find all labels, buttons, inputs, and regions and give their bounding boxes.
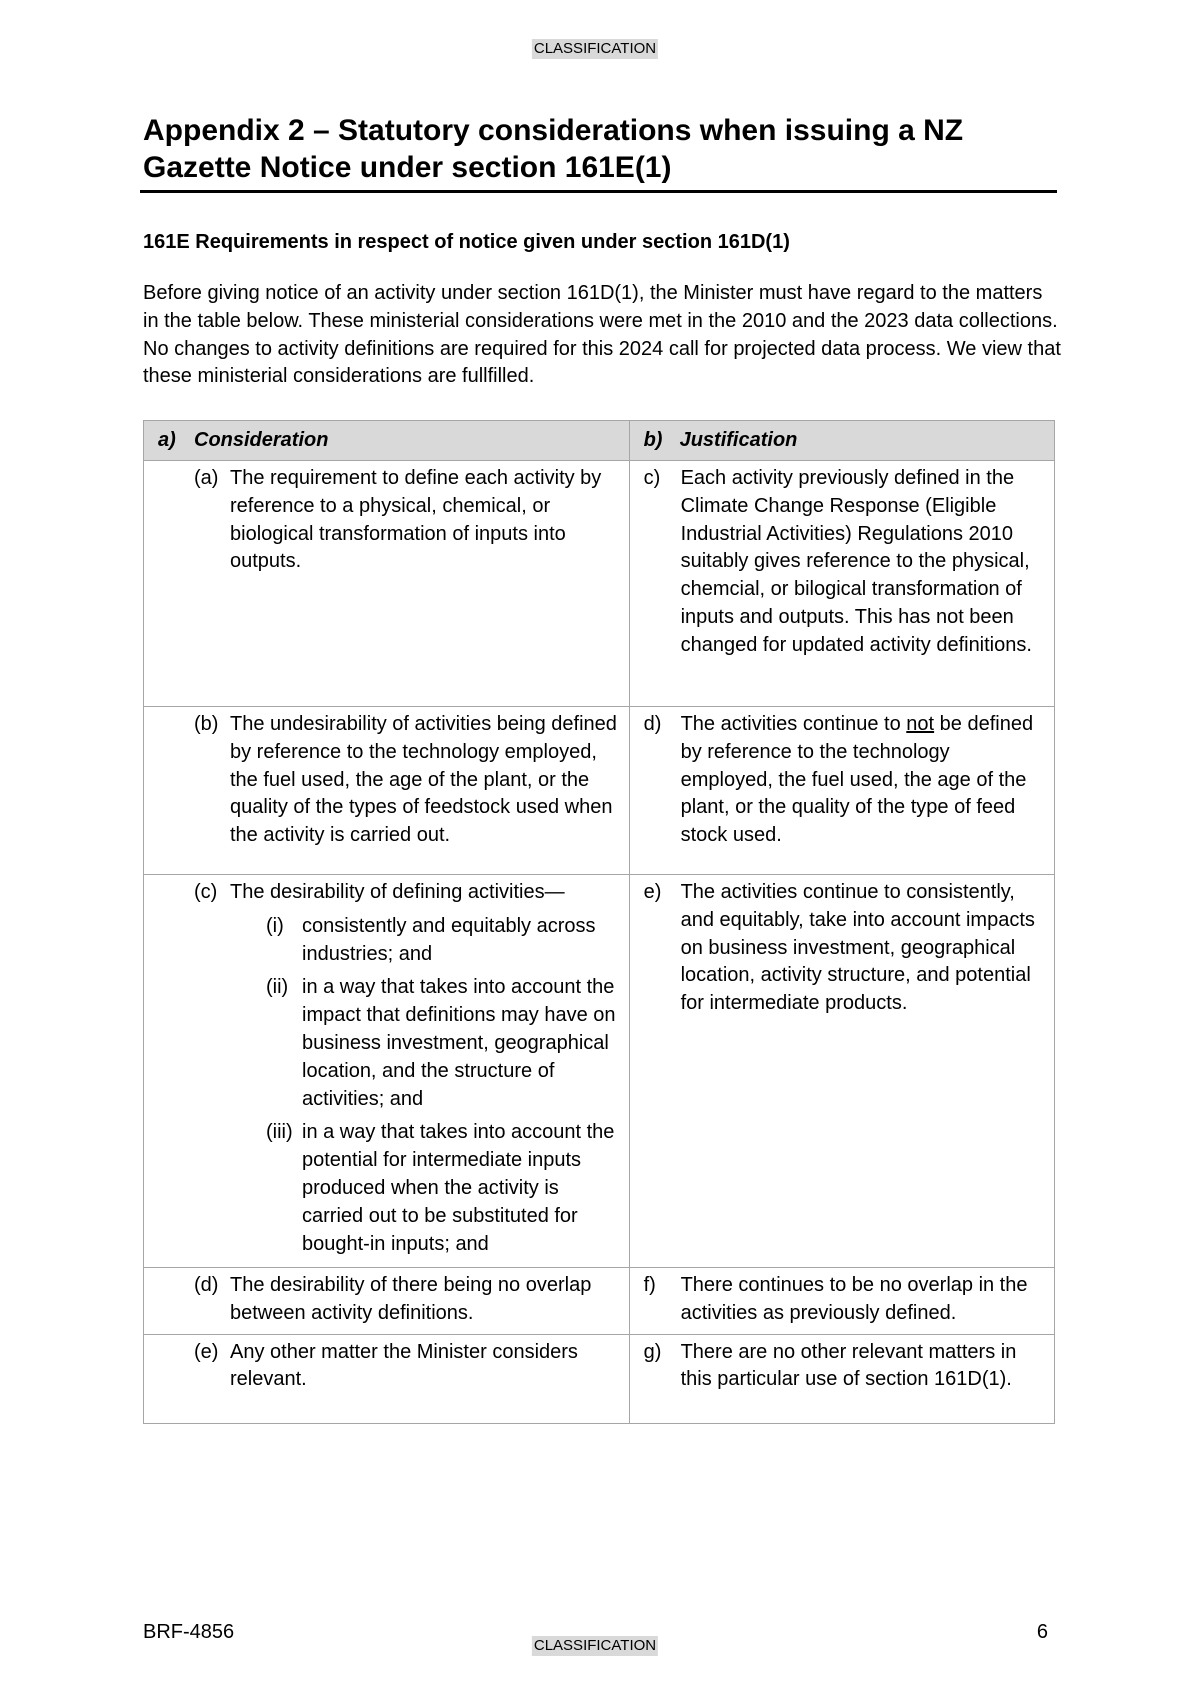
- intro-paragraph: Before giving notice of an activity under section 161D(1), the Minister must have regard to the matters in the table below. These ministerial considerations were met in the 2010 and the 2023 data collections. No changes to activity definitions are required for this 2024 call for projected data process. We view that these ministerial considerations are fullfilled.: [143, 282, 1061, 388]
- table-row: [144, 461, 1055, 707]
- justification-text: There continues to be no overlap in the activities as previously defined.: [680, 1274, 1028, 1324]
- list-item: [266, 913, 621, 969]
- justification-text: The activities continue to consistently, and equitably, take into account impacts on business investment, geographical location, activity structure, and potential for intermediate products.: [680, 881, 1035, 1015]
- justification-text-post: be defined by reference to the technology employed, the fuel used, the age of the plant, or the quality of the type of feed stock used.: [680, 713, 1034, 847]
- consideration-text: Any other matter the Minister considers relevant.: [230, 1340, 578, 1391]
- header-b-marker: b): [643, 428, 663, 451]
- list-item: [266, 1119, 621, 1258]
- header-a-marker: a): [158, 428, 176, 451]
- consideration-marker: (d): [194, 1274, 219, 1296]
- header-justification: [629, 421, 1054, 461]
- page-number: 6: [1036, 1621, 1048, 1643]
- subitem-marker: (ii): [266, 976, 289, 999]
- consideration-text: The undesirability of activities being defined by reference to the technology employed, the fuel used, the age of the plant, or the quality of the types of feedstock used when the activity is carried out.: [230, 713, 617, 847]
- justification-marker: f): [643, 1274, 656, 1296]
- subitem-text: in a way that takes into account the impact that definitions may have on business investment, geographical location, and the structure of activities; and: [302, 976, 616, 1110]
- subitem-marker: (iii): [266, 1121, 293, 1144]
- consideration-subitems: [230, 913, 621, 1259]
- consideration-cell: [144, 461, 630, 707]
- consideration-cell: [144, 707, 630, 875]
- justification-text: There are no other relevant matters in this particular use of section 161D(1).: [680, 1340, 1017, 1391]
- document-reference: BRF-4856: [143, 1621, 235, 1643]
- consideration-marker: (b): [194, 713, 219, 735]
- justification-marker: g): [643, 1340, 662, 1363]
- page-title: Appendix 2 – Statutory considerations when issuing a NZ Gazette Notice under section 161E(1): [143, 114, 964, 184]
- justification-cell: [629, 461, 1054, 707]
- consideration-cell: [144, 1268, 630, 1335]
- classification-label-bottom: CLASSIFICATION: [533, 1637, 657, 1654]
- section-heading: 161E Requirements in respect of notice given under section 161D(1): [143, 231, 790, 253]
- consideration-marker: (a): [194, 467, 219, 489]
- consideration-marker: (e): [194, 1340, 219, 1363]
- title-divider: [140, 190, 1057, 193]
- justification-marker: c): [643, 467, 661, 489]
- justification-cell: [629, 1334, 1054, 1423]
- consideration-cell: [144, 875, 630, 1268]
- table-row: [144, 1334, 1055, 1423]
- subitem-text: in a way that takes into account the potential for intermediate inputs produced when the activity is carried out to be substituted for bought-in inputs; and: [302, 1121, 615, 1255]
- header-b-label: Justification: [679, 428, 798, 451]
- justification-cell: [629, 707, 1054, 875]
- justification-marker: e): [643, 881, 662, 903]
- header-a-label: Consideration: [194, 428, 329, 451]
- consideration-cell: [144, 1334, 630, 1423]
- consideration-text: The desirability of defining activities—: [230, 881, 565, 903]
- justification-cell: [629, 875, 1054, 1268]
- consideration-text: The requirement to define each activity by reference to a physical, chemical, or biological transformation of inputs into outputs.: [230, 467, 602, 573]
- justification-marker: d): [643, 713, 662, 735]
- list-item: [266, 974, 621, 1113]
- table-row: [144, 707, 1055, 875]
- table-row: [144, 875, 1055, 1268]
- considerations-table: [143, 420, 1055, 1424]
- consideration-marker: (c): [194, 881, 218, 903]
- table-header-row: [144, 421, 1055, 461]
- justification-cell: [629, 1268, 1054, 1335]
- justification-emphasis: not: [906, 713, 935, 735]
- justification-text: Each activity previously defined in the Climate Change Response (Eligible Industrial Activities) Regulations 2010 suitably gives reference to the physical, chemcial, or bilogical transformation of inputs and outputs. This has not been changed for updated activity definitions.: [680, 467, 1032, 656]
- table-row: [144, 1268, 1055, 1335]
- classification-label-top: CLASSIFICATION: [533, 40, 657, 57]
- subitem-marker: (i): [266, 914, 284, 937]
- justification-text-pre: The activities continue to: [680, 713, 907, 735]
- consideration-text: The desirability of there being no overlap between activity definitions.: [230, 1274, 592, 1324]
- justification-text: [681, 711, 1040, 850]
- header-consideration: [144, 421, 630, 461]
- subitem-text: consistently and equitably across industries; and: [302, 914, 596, 965]
